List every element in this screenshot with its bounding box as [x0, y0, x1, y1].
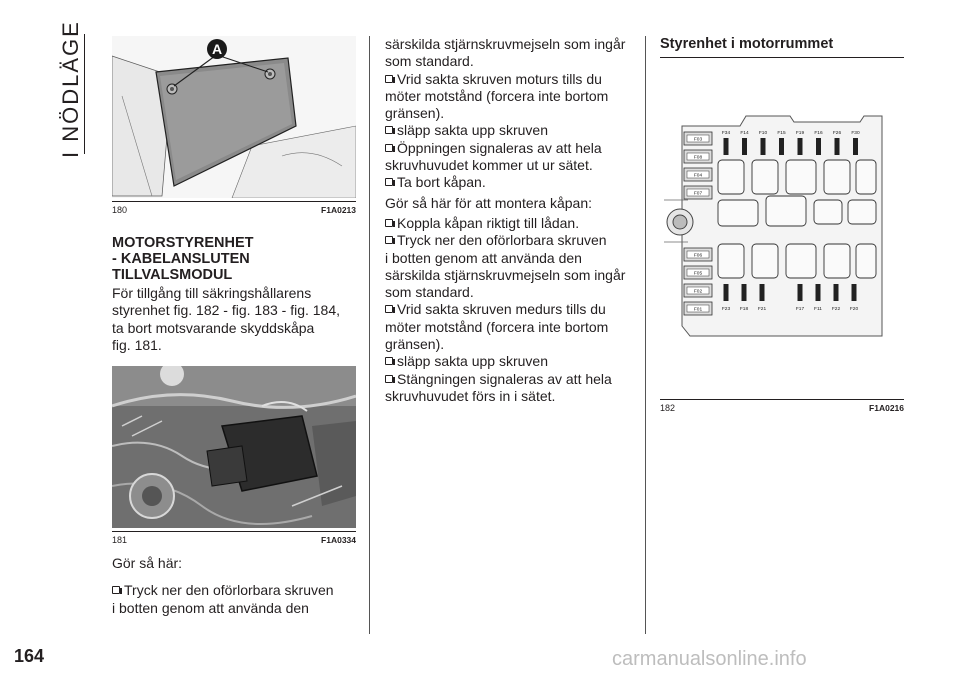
col2-mount-3-cont-2: gränsen).: [385, 336, 445, 353]
col2-mount-4: [385, 353, 643, 370]
bottom-fuse-label: F11: [814, 307, 822, 312]
top-fuse-label: F16: [814, 131, 823, 136]
top-fuse-blade: [724, 138, 729, 155]
top-fuse-blade: [798, 138, 803, 155]
heading-motorstyrenhet: [112, 235, 362, 283]
heading-line-2: - KABELANSLUTEN: [112, 251, 250, 267]
intro-line-4: fig. 181.: [112, 336, 162, 353]
left-fuse-label: F06: [693, 253, 703, 259]
column-divider-2: [645, 36, 646, 634]
bottom-fuse-blade: [742, 284, 747, 301]
col2-mount-3-cont-1: möter motstånd (forcera inte bortom: [385, 318, 609, 335]
col2-bullet-3-cont: skruvhuvudet kommer ut ur sätet.: [385, 157, 593, 174]
left-fuse-label: F03: [693, 137, 703, 143]
step-1-line-2: i botten genom att använda den: [112, 599, 309, 616]
top-fuse-blade: [761, 138, 766, 155]
top-fuse-blade: [742, 138, 747, 155]
col2-mount-5: [385, 371, 643, 388]
left-fuse-label: F02: [693, 289, 703, 295]
figure-182-number: 182: [660, 403, 676, 413]
top-fuse-blade: [853, 138, 858, 155]
checkbox-bullet-icon: [385, 357, 393, 365]
relay-slot: [848, 200, 876, 224]
relay-slot: [752, 160, 778, 194]
figure-180-caption: [112, 201, 356, 215]
col2-mount-1-text: Koppla kåpan riktigt till lådan.: [397, 214, 580, 231]
col2-mount-2: [385, 232, 643, 249]
figure-181-number: 181: [112, 535, 128, 545]
figure-180-cover-plate: [112, 36, 356, 198]
sidebar-rule: [84, 34, 85, 154]
col2-bullet-3-text: Öppningen signaleras av att hela: [397, 139, 602, 156]
intro-line-1: För tillgång till säkringshållarens: [112, 285, 312, 301]
top-fuse-label: F14: [740, 131, 749, 136]
col2-mount-3-text: Vrid sakta skruven medurs tills du: [397, 301, 606, 318]
figure-180-code: F1A0213: [321, 205, 356, 215]
col2-mount-2-cont-3: som standard.: [385, 284, 474, 301]
step-1-text: Tryck ner den oförlorbara skruven: [124, 582, 334, 599]
relay-slot: [824, 160, 850, 194]
col2-mount-2-cont-1: i botten genom att använda den: [385, 249, 582, 266]
steps-paragraph: [112, 555, 367, 617]
figure-180-label-a: A: [211, 41, 223, 57]
col2-bullet-1-cont-1: möter motstånd (forcera inte bortom: [385, 87, 609, 104]
left-fuse-label: F05: [693, 271, 703, 277]
relay-slot: [856, 244, 876, 278]
column-divider-1: [369, 36, 370, 634]
bottom-fuse-label: F23: [721, 307, 731, 312]
checkbox-bullet-icon: [385, 219, 393, 227]
intro-line-3: ta bort motsvarande skyddskåpa: [112, 319, 315, 336]
bottom-fuse-label: F17: [795, 307, 805, 312]
figure-182-code: F1A0216: [869, 403, 904, 413]
col2-bullet-1-text: Vrid sakta skruven moturs tills du: [397, 70, 602, 87]
top-fuse-label: F19: [795, 131, 805, 136]
col2-line-2: som standard.: [385, 53, 474, 70]
left-fuse-label: F07: [693, 191, 703, 197]
col2-mount-3: [385, 301, 643, 318]
checkbox-bullet-icon: [385, 236, 393, 244]
checkbox-bullet-icon: [385, 375, 393, 383]
watermark-text: carmanualsonline.info: [612, 648, 807, 670]
relay-slot: [786, 244, 816, 278]
figure-181-code: F1A0334: [321, 535, 356, 545]
col2-bullet-2-text: släpp sakta upp skruven: [397, 122, 548, 139]
col2-bullet-2: [385, 122, 643, 139]
relay-slot: [856, 160, 876, 194]
left-fuse-label: F08: [693, 155, 703, 161]
bottom-fuse-label: F22: [831, 307, 841, 312]
bottom-fuse-blade: [798, 284, 803, 301]
figure-182-fuse-box-diagram: [660, 96, 904, 396]
step-1-line-1: [112, 582, 367, 599]
bottom-fuse-blade: [852, 284, 857, 301]
top-fuse-label: F34: [721, 131, 731, 136]
intro-line-2: styrenhet fig. 182 - fig. 183 - fig. 184,: [112, 302, 341, 319]
relay-slot: [718, 200, 758, 226]
steps-label: Gör så här:: [112, 555, 183, 571]
section-heading-engine-compartment: Styrenhet i motorrummet: [660, 36, 904, 58]
figure-181-caption: [112, 531, 356, 545]
col2-mount-2-cont-2: särskilda stjärnskruvmejseln som ingår: [385, 266, 626, 283]
relay-slot: [752, 244, 778, 278]
bottom-fuse-label: F18: [739, 307, 749, 312]
figure-181-engine-photo: [112, 366, 356, 528]
top-fuse-label: F10: [758, 131, 768, 136]
heading-line-1: MOTORSTYRENHET: [112, 235, 254, 251]
col2-bullet-4: [385, 174, 643, 191]
relay-slot: [786, 160, 816, 194]
bottom-fuse-blade: [816, 284, 821, 301]
checkbox-bullet-icon: [385, 178, 393, 186]
relay-slot: [766, 196, 806, 226]
col2-mount-2-text: Tryck ner den oförlorbara skruven: [397, 232, 607, 249]
checkbox-bullet-icon: [385, 126, 393, 134]
relay-slot: [718, 160, 744, 194]
bottom-fuse-blade: [760, 284, 765, 301]
col2-mount-1: [385, 215, 643, 232]
checkbox-bullet-icon: [385, 75, 393, 83]
page-number: 164: [14, 646, 45, 666]
bottom-fuse-blade: [724, 284, 729, 301]
col2-bullet-1: [385, 71, 643, 88]
left-fuse-label: F04: [693, 173, 703, 179]
col2-mount-4-text: släpp sakta upp skruven: [397, 353, 548, 370]
column-2-text: [385, 36, 643, 405]
top-fuse-label: F15: [777, 131, 786, 136]
col2-bullet-3: [385, 140, 643, 157]
col2-mount-5-cont: skruvhuvudet förs in i sätet.: [385, 387, 556, 404]
checkbox-bullet-icon: [385, 144, 393, 152]
top-fuse-label: F30: [851, 131, 860, 136]
checkbox-bullet-icon: [112, 586, 120, 594]
bottom-fuse-label: F21: [757, 307, 767, 312]
bottom-fuse-label: F20: [849, 307, 859, 312]
top-fuse-label: F26: [832, 131, 842, 136]
relay-slot: [824, 244, 850, 278]
left-fuse-label: F01: [693, 307, 703, 313]
relay-slot: [718, 244, 744, 278]
heading-line-3: TILLVALSMODUL: [112, 267, 233, 283]
intro-paragraph: [112, 285, 367, 354]
section-side-title: I NÖDLÄGE: [58, 20, 83, 158]
bottom-fuse-blade: [834, 284, 839, 301]
col2-bullet-4-text: Ta bort kåpan.: [397, 174, 486, 191]
top-fuse-blade: [835, 138, 840, 155]
col2-mount-5-text: Stängningen signaleras av att hela: [397, 370, 612, 387]
col2-bullet-1-cont-2: gränsen).: [385, 105, 445, 122]
top-fuse-blade: [779, 138, 784, 155]
top-fuse-blade: [816, 138, 821, 155]
relay-slot: [814, 200, 842, 224]
col2-mount-label: Gör så här för att montera kåpan:: [385, 194, 592, 211]
col2-line-1: särskilda stjärnskruvmejseln som ingår: [385, 36, 626, 52]
checkbox-bullet-icon: [385, 305, 393, 313]
figure-180-number: 180: [112, 205, 128, 215]
figure-182-caption: [660, 399, 904, 413]
